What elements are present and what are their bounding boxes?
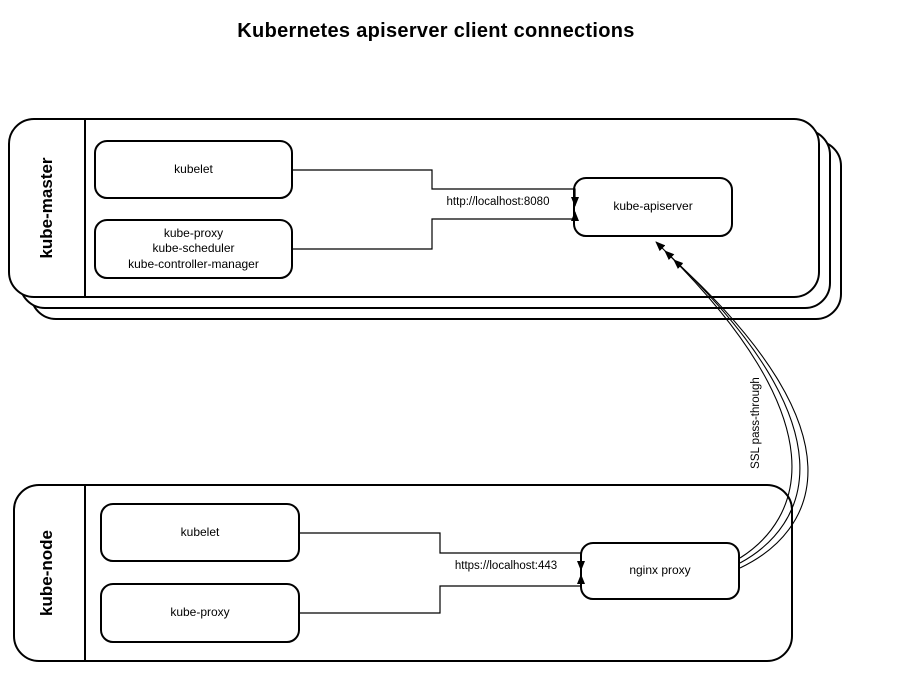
kube-apiserver-node [573,177,733,237]
kube-apiserver-label: kube-apiserver [613,199,693,214]
kube-node-group-label: kube-node [37,530,56,616]
master-service-kube-scheduler-label: kube-scheduler [152,241,235,256]
master-kubelet-label: kubelet [174,161,213,176]
kube-master-label-separator [84,118,86,298]
edge-label-https-localhost-443: https://localhost:443 [454,560,558,572]
kube-node-label-separator [84,484,86,662]
master-service-kube-controller-manager-label: kube-controller-manager [128,256,259,271]
edge-label-http-localhost-8080: http://localhost:8080 [446,196,550,208]
master-services-node [94,219,293,279]
master-kubelet-node [94,140,293,199]
edge-label-ssl-pass-through: SSL pass-through [750,377,762,469]
nginx-proxy-label: nginx proxy [629,563,691,578]
node-kubelet-label: kubelet [180,524,220,539]
diagram-title: Kubernetes apiserver client connections [237,20,635,42]
master-service-kube-proxy-label: kube-proxy [163,225,224,240]
nginx-proxy-node [580,542,740,600]
node-kube-proxy-label: kube-proxy [170,605,230,620]
node-kubelet-node [100,503,300,562]
kube-master-group-label: kube-master [37,157,56,259]
node-kube-proxy-node [100,583,300,643]
